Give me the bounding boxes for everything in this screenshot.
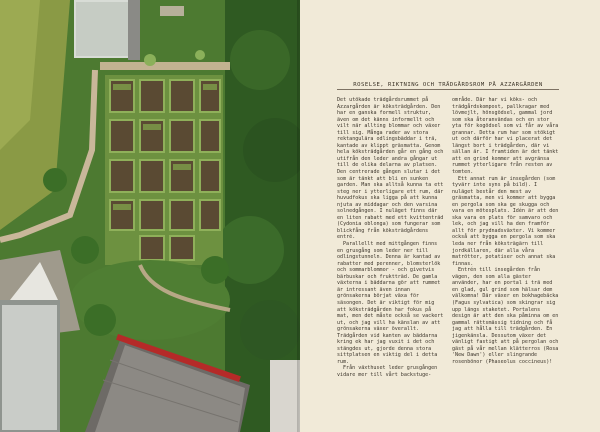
text-column-left	[337, 97, 445, 379]
paragraph: Parallellt med mittgången finns en grusgång som leder ner till odlingstunneln. Denna är kantad av rabatter med perenner, blomsterlök och sommarblommor - och givetvis bärbuskar och fruktträd. De gamla växterna i bäddarna gör att rummet är intressant även innan grönsakerna börjat växa för säsongen. Det är viktigt för mig att köksträdgården har fokus på mat, men det måste också se vackert ut, och jag vill ha känslan av att grönsakerna växer överallt. Trädgården vid kanten av bäddarna kring ek har jag vuxit i det och stängdes ut, gjorde denna stora sittplatsen en viktig del i detta rum.	[337, 241, 444, 365]
paragraph: Entrén till insegården från vägen, den som alla gäster använder, har en portal i trä med en glad, gul grind som hälsar dem välkomna! Där växer en bokhagebäcka (Fagus sylvatica) som skingrar sig upp längs staketet. Portalens design är att den ska påminna om en gammal rättsmässig tidning och få jag att hålla till trädgården. En jigenkänsla. Dessutom växer det vänligt fastigt att på pergolan och gäst på vår mellan klätterros (Rosa 'New Dawn') eller slingrande rosenbönor (Phaseolus coccineus)!	[452, 267, 559, 365]
garden-beds	[105, 75, 223, 265]
article-heading: ROSELSE, RIKTNING OCH TRÄDGÅRDSROM PÅ AZZARGÅRDEN	[353, 82, 543, 88]
text-column-right	[452, 97, 560, 365]
heading-rule	[337, 89, 559, 90]
paragraph: Det utökade trädgårdsrummet på Azzargården är köksträdgården. Den har en ganska formell struktur, även om det känns informellt och vilt när allting blommar och växer till sig. Många rader av stora rektangulära odlingsbäddar i trä, kantade av klippt gräsmatta. Genom hela köksträdgården går en gång och utifrån den leder andra gångar ut till de olika delarna av platsen. Den centrerade gången slutar i det som är tänkt att bli en sunken garden. Man ska alltså kunna ta ett steg ner i ytterligare ett rum, där huvudfokus ska ligga på att kunna njuta av middagar och den varsina solnedgången. I nuläget finns där en liten rabatt med ett kvittenträd (Cydonia oblonga) som fungerar som blickfång från köksträdgårdens entré.	[337, 97, 444, 241]
paragraph: Ett annat rum är insegården (som tyvärr inte syns på bild). I nuläget består den mest av gräsmatta, men vi kommer att bygga en pergola som ska ge skugga och vara en mötesplats. Idén är att den ska vara en plats för samvaro och lek, och jag vill ha den framför allt för prydnadsväxter. Vi kommer också att bygga en pergola som ska leda ner från köksträgärn till jordkällaren, där alla våra matrötter, potatiser och annat ska finnas.	[452, 175, 559, 267]
paragraph: Från växthuset leder grusgången vidare mer till vårt backstuge-	[337, 365, 438, 378]
paragraph: område. Där har vi köks- och trädgårdskompost, pallkragar med lövmejlt, hönsgödsel, gammal jord som ska återanvändas och en stor yta för kogödsel som vi får av våra grannar. Detta rum har som stökigt ut och därför har vi placerat det längst bort i trädgården, där vi sällan är. I framtiden är det tänkt att en grind kommer att avgränsa rummet ytterligare från resten av tomten.	[452, 97, 559, 176]
